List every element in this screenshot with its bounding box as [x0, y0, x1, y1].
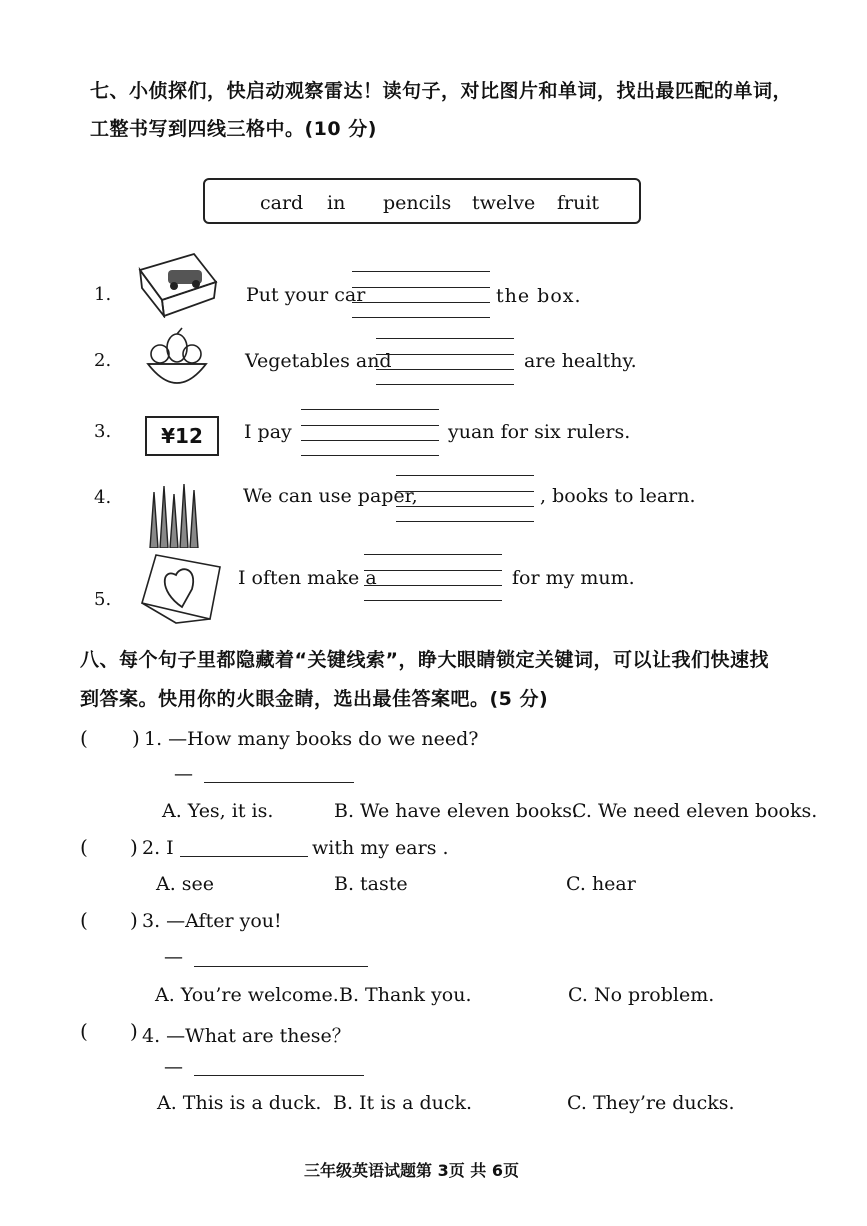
- item-sentence-before: I pay: [244, 421, 292, 443]
- word-bank-word: card: [260, 192, 304, 214]
- option-c: C. No problem.: [568, 984, 715, 1006]
- word-bank-word: twelve: [472, 192, 536, 214]
- item-number: 1.: [94, 284, 112, 305]
- item-sentence-before: Vegetables and: [245, 350, 392, 372]
- item-sentence-after: the box.: [496, 285, 582, 307]
- item-number: 5.: [94, 589, 112, 610]
- answer-blank[interactable]: [194, 966, 368, 967]
- word-bank-box: [203, 178, 641, 224]
- item-sentence-before: I often make a: [238, 567, 377, 589]
- toy-car-in-box-icon: [134, 248, 220, 318]
- question-stem-after: with my ears .: [312, 837, 449, 859]
- item-number: 3.: [94, 421, 112, 442]
- answer-paren-close: ): [132, 726, 140, 750]
- option-a: A. This is a duck.: [157, 1092, 322, 1114]
- reply-dash: —: [164, 946, 183, 968]
- option-a: A. You’re welcome.: [155, 984, 339, 1006]
- option-b: B. taste: [334, 873, 408, 895]
- answer-paren-close: ): [130, 835, 138, 859]
- answer-paren-open: (: [80, 726, 88, 750]
- writing-lines[interactable]: [396, 475, 534, 521]
- answer-blank[interactable]: [204, 782, 354, 783]
- answer-paren-open: (: [80, 1019, 88, 1043]
- fruit-bowl-icon: [144, 324, 210, 394]
- question-stem: 1. —How many books do we need?: [144, 728, 479, 750]
- answer-paren-close: ): [130, 1019, 138, 1043]
- item-sentence-after: for my mum.: [512, 567, 635, 589]
- option-b: B. We have eleven books.: [334, 800, 579, 822]
- option-c: C. They’re ducks.: [567, 1092, 735, 1114]
- item-number: 2.: [94, 350, 112, 371]
- answer-paren-open: (: [80, 908, 88, 932]
- writing-lines[interactable]: [352, 271, 490, 317]
- word-bank-word: in: [327, 192, 346, 214]
- option-c: C. We need eleven books.: [572, 800, 818, 822]
- section8-title-line2: 到答案。快用你的火眼金睛，选出最佳答案吧。(5 分): [80, 688, 549, 710]
- reply-dash: —: [174, 763, 193, 785]
- word-bank-word: pencils: [383, 192, 452, 214]
- section7-title-line1: 七、小侦探们，快启动观察雷达！读句子，对比图片和单词，找出最匹配的单词，: [90, 80, 793, 102]
- pencils-icon: [146, 482, 206, 548]
- heart-card-icon: [136, 545, 228, 625]
- option-a: A. Yes, it is.: [162, 800, 274, 822]
- answer-slot[interactable]: [92, 1033, 122, 1039]
- section7-title-line2: 工整书写到四线三格中。(10 分): [90, 118, 377, 140]
- item-sentence-before: We can use paper,: [243, 485, 418, 507]
- option-a: A. see: [156, 873, 215, 895]
- price-tag-icon: ¥12: [145, 416, 219, 456]
- word-bank-word: fruit: [557, 192, 600, 214]
- item-sentence-before: Put your car: [246, 284, 366, 306]
- answer-paren-open: (: [80, 835, 88, 859]
- item-number: 4.: [94, 487, 112, 508]
- answer-paren-close: ): [130, 908, 138, 932]
- option-b: B. It is a duck.: [333, 1092, 473, 1114]
- answer-slot[interactable]: [92, 922, 122, 928]
- section8-title-line1: 八、每个句子里都隐藏着“关键线索”，睁大眼睛锁定关键词，可以让我们快速找: [80, 649, 769, 671]
- answer-slot[interactable]: [92, 850, 122, 856]
- writing-lines[interactable]: [376, 338, 514, 384]
- answer-slot[interactable]: [92, 740, 122, 746]
- reply-dash: —: [164, 1056, 183, 1078]
- option-c: C. hear: [566, 873, 636, 895]
- writing-lines[interactable]: [364, 554, 502, 600]
- question-stem: 4. —What are these？: [142, 1025, 351, 1047]
- option-b: B. Thank you.: [339, 984, 472, 1006]
- item-sentence-after: yuan for six rulers.: [448, 421, 631, 443]
- answer-blank[interactable]: [180, 856, 308, 857]
- item-sentence-after: are healthy.: [524, 350, 637, 372]
- question-stem: 3. —After you!: [142, 910, 282, 932]
- page-footer: 三年级英语试题第 3页 共 6页: [304, 1161, 519, 1180]
- writing-lines[interactable]: [301, 409, 439, 455]
- item-sentence-after: , books to learn.: [540, 485, 696, 507]
- answer-blank[interactable]: [194, 1075, 364, 1076]
- question-stem-before: 2. I: [142, 837, 174, 859]
